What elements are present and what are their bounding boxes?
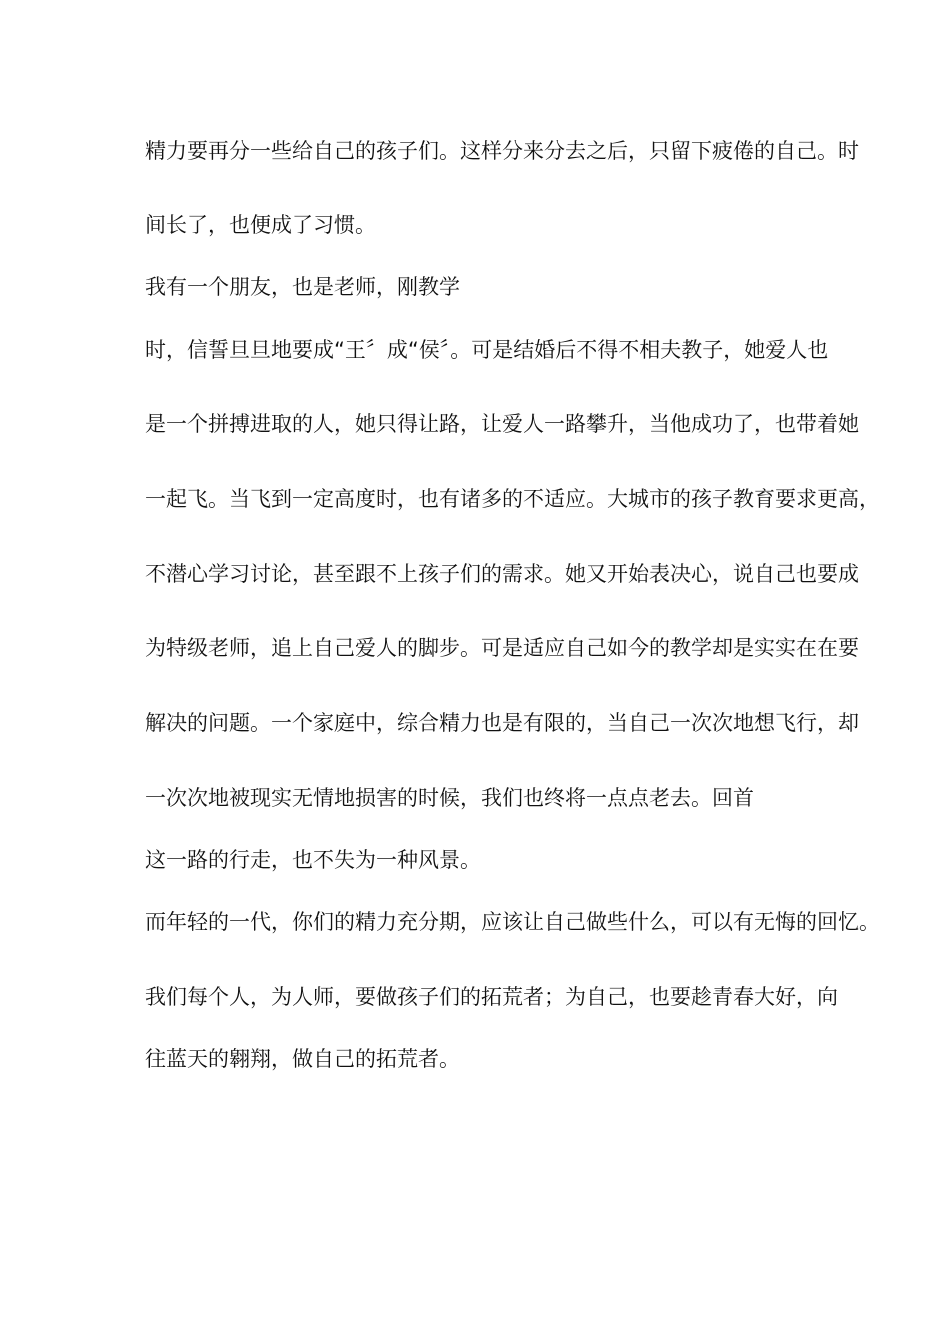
paragraph-line: 往蓝天的翱翔，做自己的拓荒者。 (145, 1047, 460, 1071)
paragraph-line: 不潜心学习讨论，甚至跟不上孩子们的需求。她又开始表决心，说自己也要成 (145, 562, 859, 586)
paragraph-line: 而年轻的一代，你们的精力充分期，应该让自己做些什么，可以有无悔的回忆。 (145, 910, 880, 934)
paragraph-line: 时，信誓旦旦地要成“王〞成“侯〞。可是结婚后不得不相夫教子，她爱人也 (145, 338, 829, 362)
paragraph-line: 解决的问题。一个家庭中，综合精力也是有限的，当自己一次次地想飞行，却 (145, 711, 859, 735)
paragraph-line: 精力要再分一些给自己的孩子们。这样分来分去之后，只留下疲倦的自己。时 (145, 139, 859, 163)
paragraph-line: 间长了，也便成了习惯。 (145, 213, 376, 237)
paragraph-line: 我们每个人，为人师，要做孩子们的拓荒者；为自己，也要趁青春大好，向 (145, 985, 838, 1009)
paragraph-line: 这一路的行走，也不失为一种风景。 (145, 848, 481, 872)
paragraph-line: 是一个拼搏进取的人，她只得让路，让爱人一路攀升，当他成功了，也带着她 (145, 412, 859, 436)
paragraph-line: 一次次地被现实无情地损害的时候，我们也终将一点点老去。回首 (145, 786, 754, 810)
paragraph-line: 一起飞。当飞到一定高度时，也有诸多的不适应。大城市的孩子教育要求更高， (145, 487, 880, 511)
paragraph-line: 为特级老师，追上自己爱人的脚步。可是适应自己如今的教学却是实实在在要 (145, 636, 859, 660)
paragraph-line: 我有一个朋友，也是老师，刚教学 (145, 275, 460, 299)
